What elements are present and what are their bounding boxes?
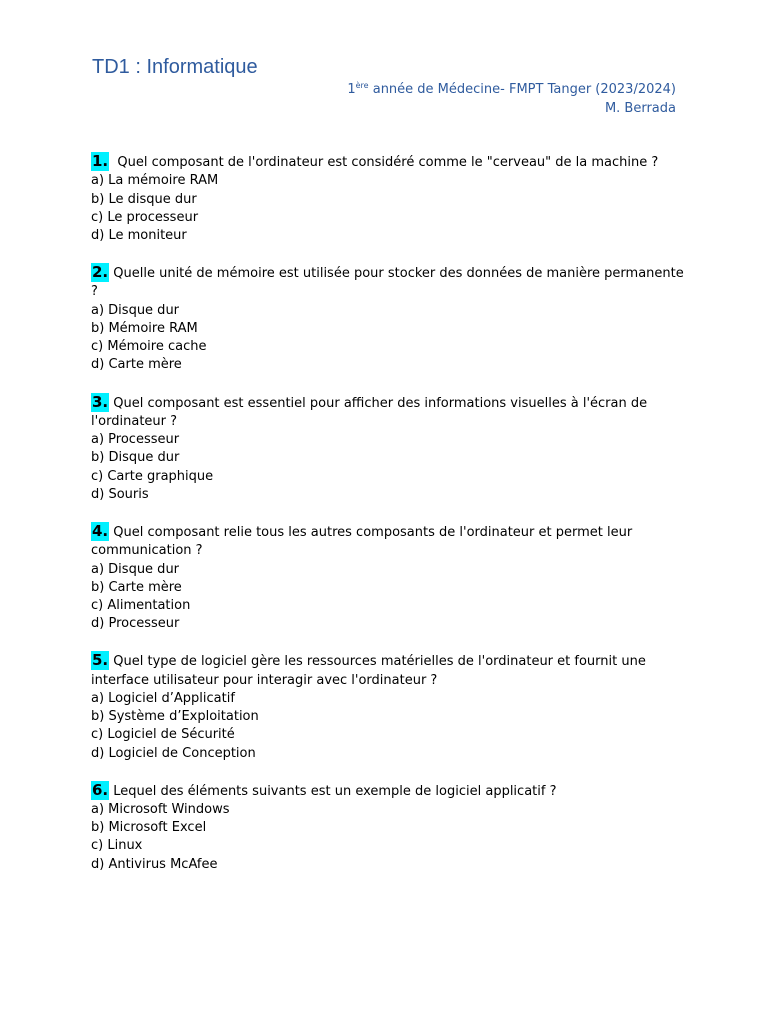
course-line [347,80,676,99]
question-4 [91,522,691,633]
question-text: Quel composant relie tous les autres composants de l'ordinateur et permet leur communication ? [91,524,633,559]
answer-option: b) Disque dur [91,450,180,466]
answer-option: d) Le moniteur [91,227,187,243]
question-6 [91,781,691,874]
answer-option: c) Alimentation [91,597,191,613]
answer-option: a) Processeur [91,432,180,448]
answer-option: d) Souris [91,486,149,502]
answer-option: a) Logiciel d’Applicatif [91,690,235,706]
question-number: 4. [92,521,109,540]
question-number: 3. [92,392,109,411]
answer-option: b) Le disque dur [91,191,197,207]
document-subtitle [347,80,676,118]
answer-option: c) Le processeur [91,209,199,225]
question-text: Quelle unité de mémoire est utilisée pour stocker des données de manière permanente ? [91,266,684,300]
question-text: Quel type de logiciel gère les ressources matérielles de l'ordinateur et fournit une interface utilisateur pour interagir avec l'ordinateur ? [91,654,646,688]
answer-option: d) Carte mère [91,357,182,373]
question-3 [91,393,691,504]
question-5 [91,651,691,762]
question-number: 1. [92,152,109,170]
question-text: Quel composant de l'ordinateur est considéré comme le "cerveau" de la machine ? [109,155,659,170]
year-superscript: ère [355,81,369,90]
answer-option: a) Disque dur [91,561,180,577]
question-number: 2. [92,263,109,282]
answer-option: c) Mémoire cache [91,339,207,355]
answer-option: b) Carte mère [91,579,182,595]
question-number: 6. [92,780,109,799]
answer-option: b) Mémoire RAM [91,320,198,336]
answer-option: b) Système d’Exploitation [91,709,259,725]
answer-option: c) Logiciel de Sécurité [91,727,235,743]
answer-option: b) Microsoft Excel [91,820,207,836]
question-1 [91,152,691,245]
question-text: Quel composant est essentiel pour afficher des informations visuelles à l'écran de l'ordinateur ? [91,395,648,429]
document-title: TD1 : Informatique [92,56,258,78]
year-number: 1 [347,82,356,97]
question-list [91,152,691,892]
answer-option: d) Logiciel de Conception [91,745,256,761]
answer-option: a) La mémoire RAM [91,173,219,189]
course-text: année de Médecine- FMPT Tanger (2023/2024) [368,82,676,97]
answer-option: c) Carte graphique [91,468,214,484]
question-text: Lequel des éléments suivants est un exemple de logiciel applicatif ? [109,783,557,799]
answer-option: c) Linux [91,838,143,854]
answer-option: d) Processeur [91,616,180,632]
answer-option: a) Microsoft Windows [91,802,230,818]
question-2 [91,263,691,374]
answer-option: d) Antivirus McAfee [91,856,218,872]
author-name: M. Berrada [604,101,676,116]
answer-option: a) Disque dur [91,302,180,318]
question-number: 5. [92,651,109,670]
